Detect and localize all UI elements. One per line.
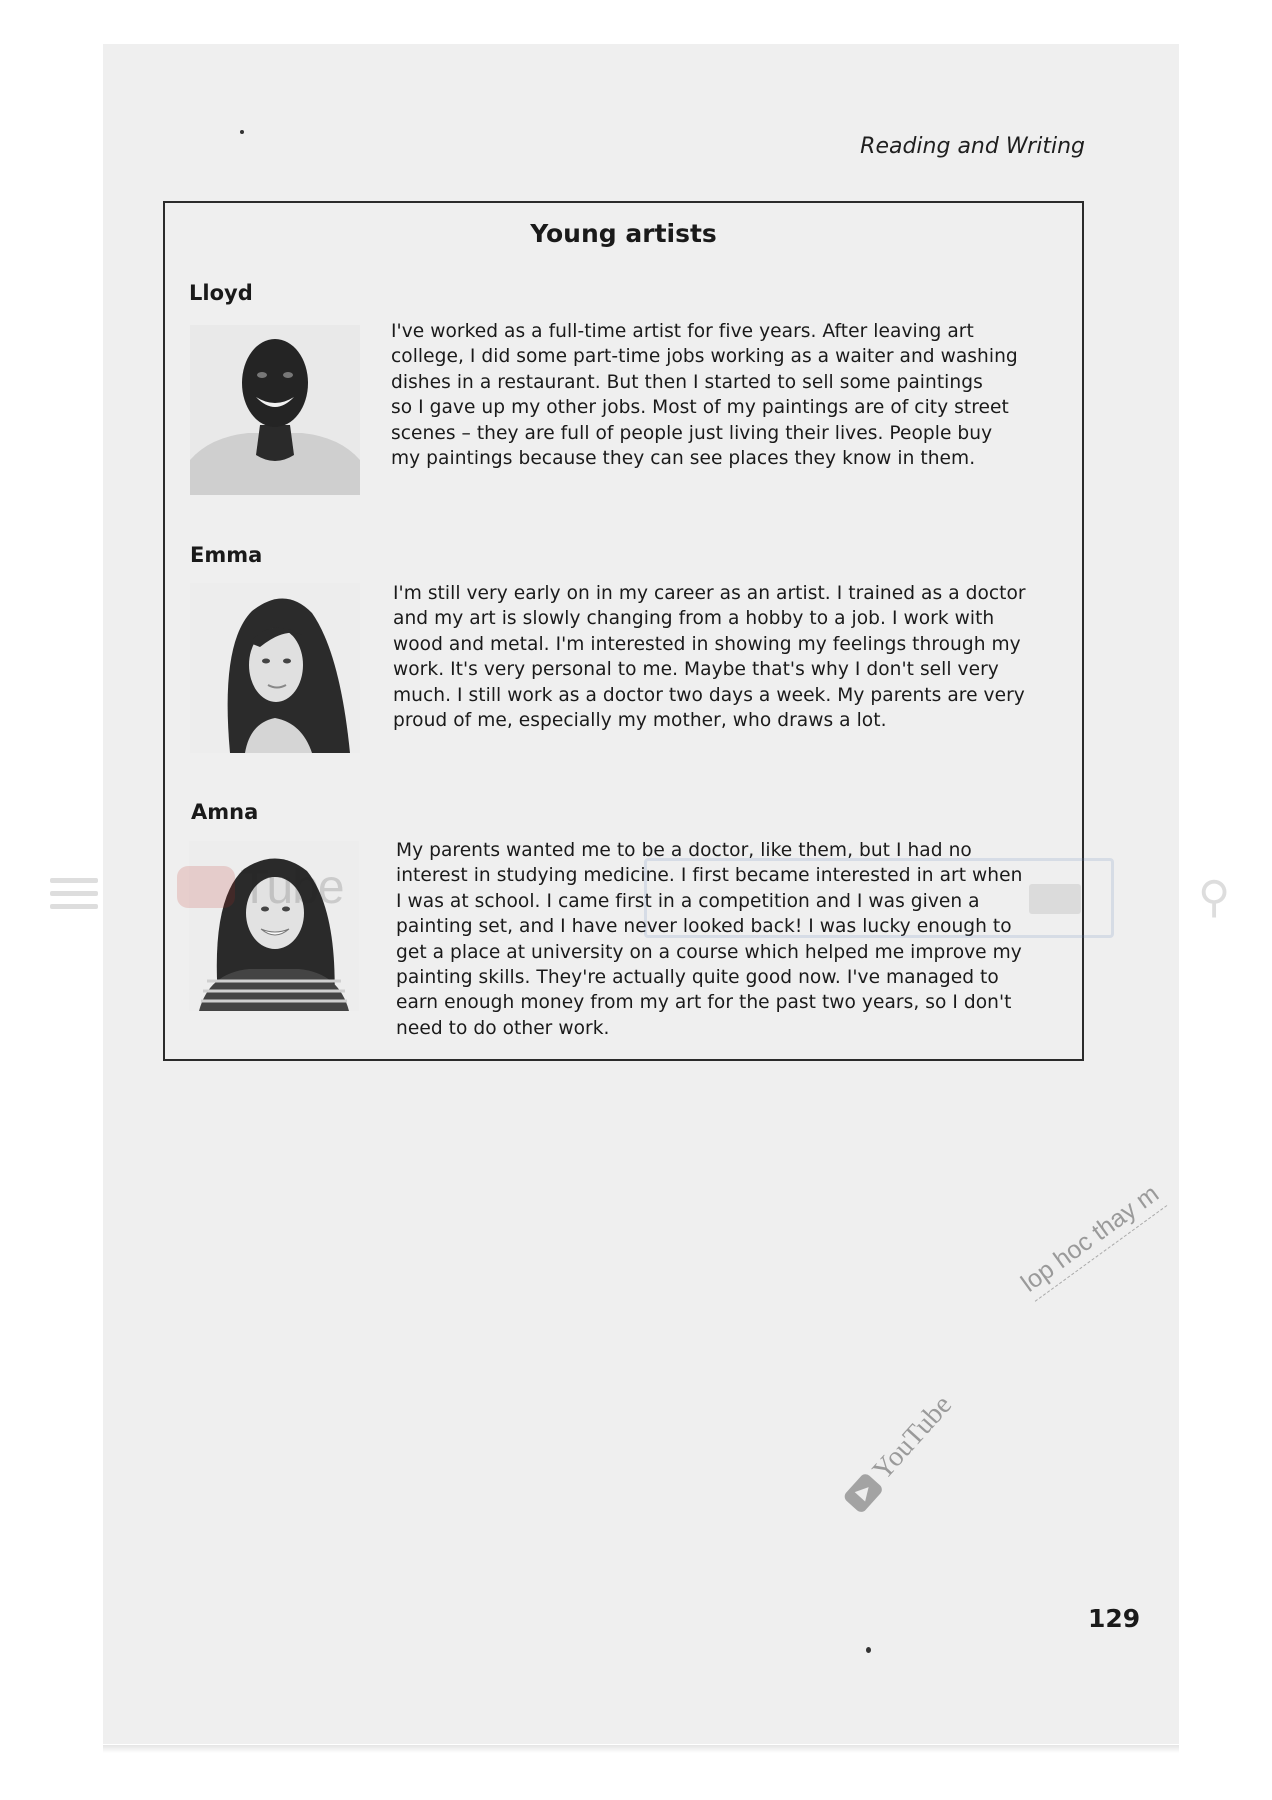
bio-line: wood and metal. I'm interested in showing my feelings through my xyxy=(393,633,1021,655)
profile-name-emma: Emma xyxy=(190,543,263,567)
bio-line: dishes in a restaurant. But then I started to sell some paintings xyxy=(391,371,983,393)
amna-photo-icon xyxy=(189,841,359,1011)
bio-line: my paintings because they can see places they know in them. xyxy=(391,448,976,470)
scan-speck xyxy=(866,1647,871,1653)
profile-bio-lloyd xyxy=(391,319,1018,471)
search-icon: ⚲ xyxy=(1198,872,1231,923)
bio-line: work. It's very personal to me. Maybe that's why I don't sell very xyxy=(393,659,999,681)
profile-name-lloyd: Lloyd xyxy=(189,281,253,305)
bio-line: painting set, and I have never looked back! I was lucky enough to xyxy=(396,916,1012,938)
bio-line: get a place at university on a course which helped me improve my xyxy=(396,941,1022,963)
youtube-watermark-text: YouTube xyxy=(866,1389,959,1487)
bio-line: much. I still work as a doctor two days a week. My parents are very xyxy=(393,684,1025,706)
bio-line: proud of me, especially my mother, who draws a lot. xyxy=(393,710,887,732)
article-box xyxy=(163,201,1084,1061)
bio-line: earn enough money from my art for the past two years, so I don't xyxy=(396,992,1012,1014)
bio-line: I've worked as a full-time artist for five years. After leaving art xyxy=(391,321,974,342)
page-edge-shadow xyxy=(103,1745,1179,1753)
emma-photo-icon xyxy=(190,583,360,753)
bio-line: I'm still very early on in my career as an artist. I trained as a doctor xyxy=(393,583,1026,604)
profile-bio-amna xyxy=(396,838,1023,1041)
menu-icon xyxy=(50,878,98,917)
bio-line: need to do other work. xyxy=(396,1017,610,1039)
scan-speck xyxy=(240,130,244,134)
article-title: Young artists xyxy=(530,219,717,248)
bio-line: college, I did some part-time jobs working as a waiter and washing xyxy=(391,346,1018,368)
bio-line: interest in studying medicine. I first became interested in art when xyxy=(396,865,1023,887)
bio-line: so I gave up my other jobs. Most of my paintings are of city street xyxy=(391,397,1009,419)
bio-line: My parents wanted me to be a doctor, like them, but I had no xyxy=(396,840,972,861)
profile-name-amna: Amna xyxy=(191,800,259,824)
bio-line: painting skills. They're actually quite good now. I've managed to xyxy=(396,967,999,989)
profile-bio-emma xyxy=(393,581,1026,733)
diagonal-watermark-text: lop hoc thay m xyxy=(1016,1179,1167,1301)
bio-line: I was at school. I came first in a competition and I was given a xyxy=(396,890,980,912)
lloyd-photo-icon xyxy=(190,325,360,495)
page-number: 129 xyxy=(1088,1604,1141,1633)
bio-line: and my art is slowly changing from a hobby to a job. I work with xyxy=(393,608,995,630)
bio-line: scenes – they are full of people just living their lives. People buy xyxy=(391,422,993,444)
section-header: Reading and Writing xyxy=(860,134,1085,159)
